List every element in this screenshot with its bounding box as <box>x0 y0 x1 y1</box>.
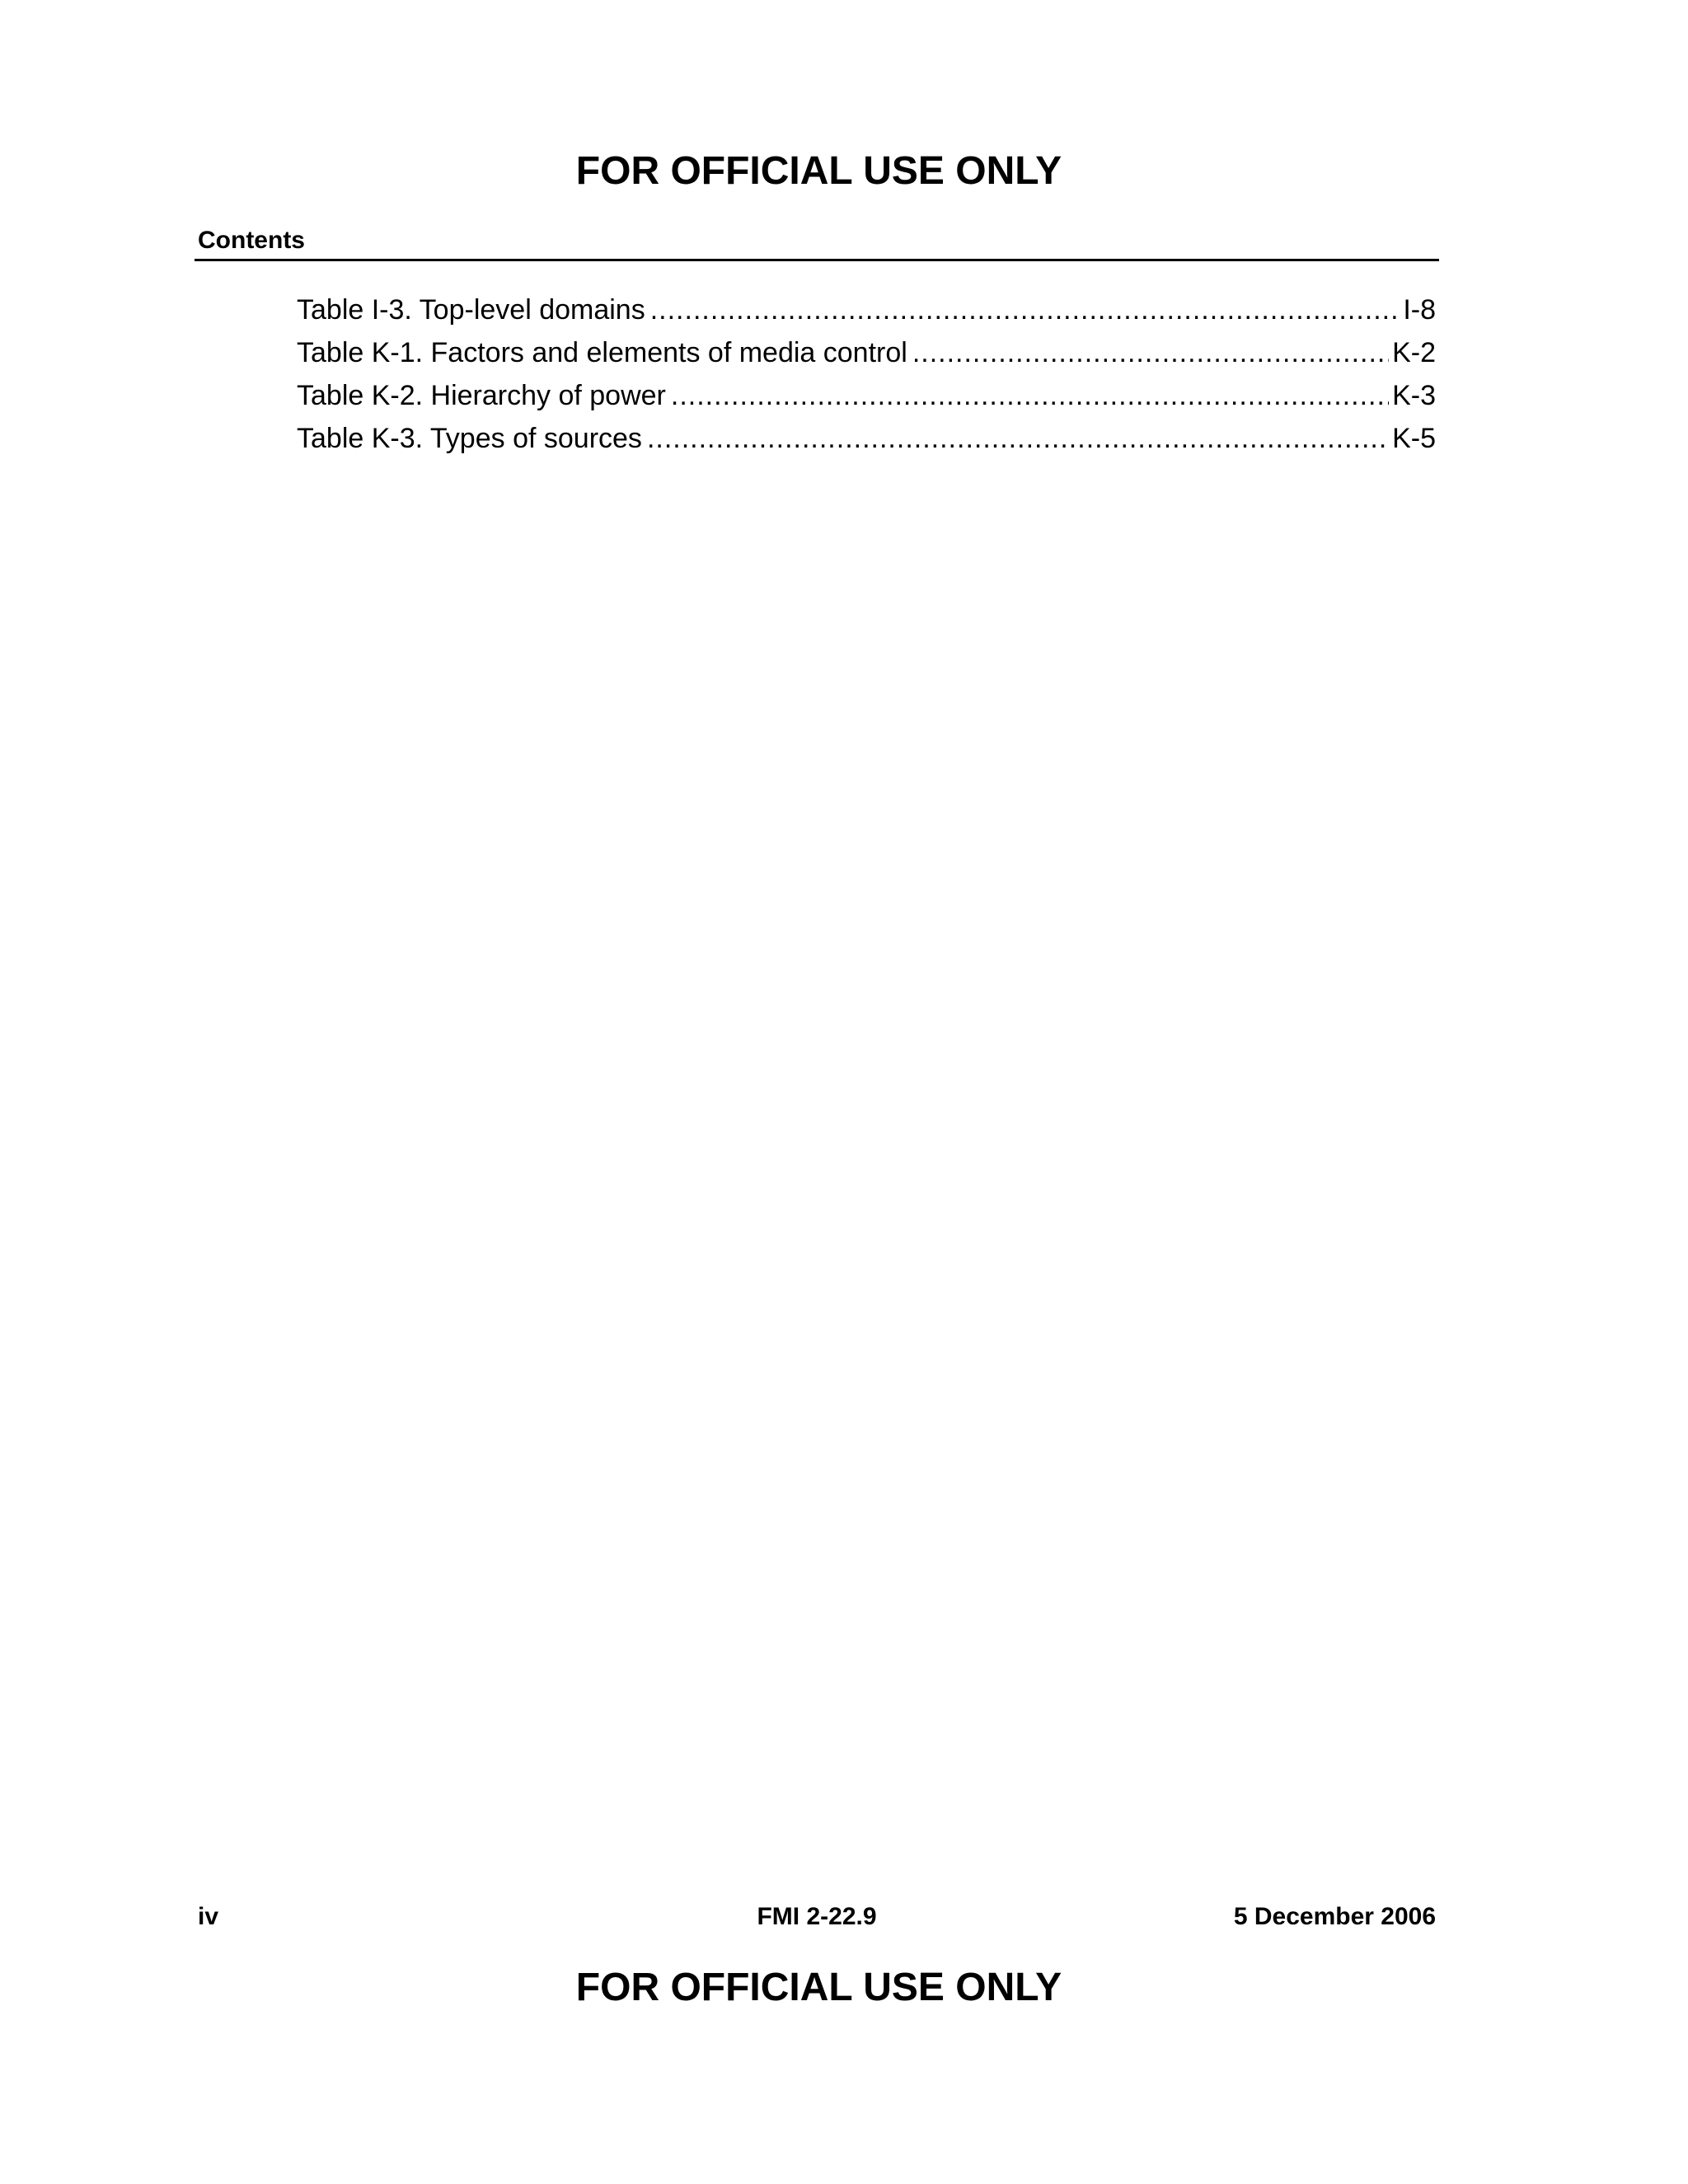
toc-entry[interactable] <box>297 288 1436 331</box>
toc-entry[interactable] <box>297 417 1436 460</box>
toc-entry-title: Table K-1. Factors and elements of media control <box>297 337 907 368</box>
classification-banner-top: FOR OFFICIAL USE ONLY <box>575 149 1062 193</box>
section-title: Contents <box>198 227 305 254</box>
toc-entry[interactable] <box>297 374 1436 417</box>
table-of-contents <box>297 288 1436 460</box>
toc-dot-leader <box>912 331 1389 374</box>
toc-entry-page: I-8 <box>1403 294 1436 326</box>
toc-entry-page: K-3 <box>1392 380 1436 411</box>
toc-entry[interactable] <box>297 331 1436 374</box>
footer-document-id: FMI 2-22.9 <box>757 1903 877 1930</box>
toc-entry-page: K-5 <box>1392 423 1436 454</box>
toc-entry-page: K-2 <box>1392 337 1436 368</box>
page-footer <box>198 1900 1436 1933</box>
toc-dot-leader <box>647 417 1389 460</box>
toc-entry-title: Table I-3. Top-level domains <box>297 294 645 326</box>
toc-entry-title: Table K-2. Hierarchy of power <box>297 380 666 411</box>
classification-banner-bottom: FOR OFFICIAL USE ONLY <box>575 1966 1062 2009</box>
section-header <box>195 223 1439 261</box>
toc-dot-leader <box>671 374 1389 417</box>
toc-entry-title: Table K-3. Types of sources <box>297 423 642 454</box>
footer-page-number: iv <box>198 1903 219 1930</box>
footer-date: 5 December 2006 <box>1233 1903 1436 1930</box>
toc-dot-leader <box>650 288 1400 331</box>
